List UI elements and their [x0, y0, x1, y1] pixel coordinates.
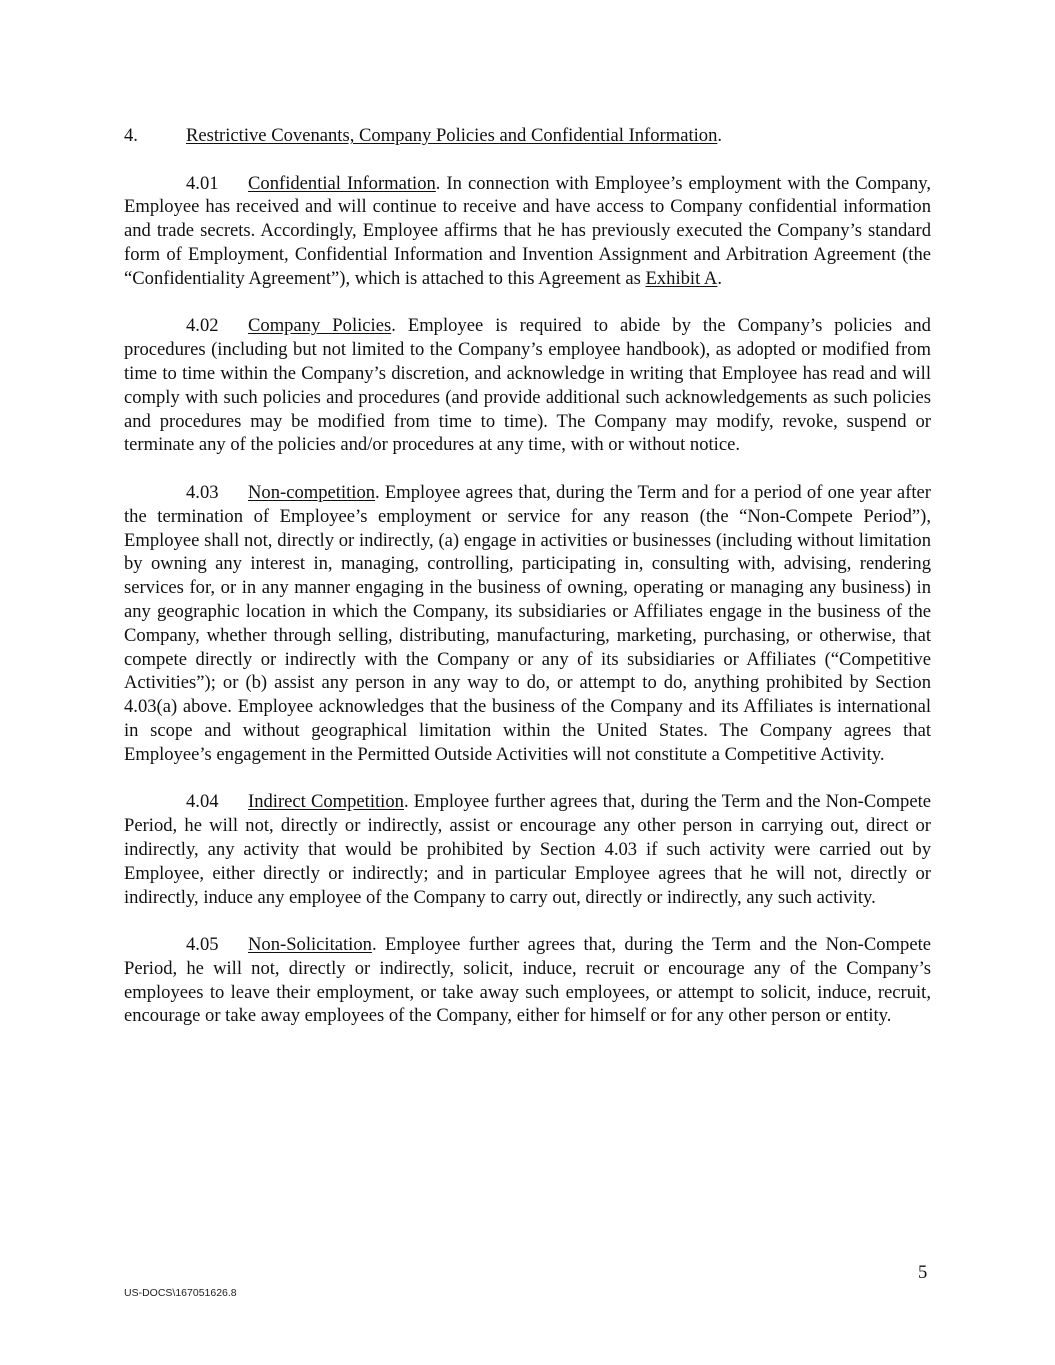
paragraph-text: . Employee further agrees that, during the Term and the Non-Compete Period, he will not, directly or indirectly, assist or encourage any other person in carrying out, direct or indirectly, any activity that would be prohibited by Section 4.03 if such activity were carried out by Employee, either directly or indirectly; and in particular Employee agrees that he will not, directly or indirectly, induce any employee of the Company to carry out, directly or indirectly, any such activity.	[124, 791, 931, 908]
paragraph-4-04	[124, 790, 931, 909]
section-title: Restrictive Covenants, Company Policies and Confidential Information	[186, 125, 718, 146]
paragraph-text: . In connection with Employee’s employment with the Company, Employee has received and will continue to receive and have access to Company confidential information and trade secrets. Accordingly, Employee affirms that he has previously executed the Company’s standard form of Employment, Confidential Information and Invention Assignment and Arbitration Agreement (the “Confidentiality Agreement”), which is attached to this Agreement as	[124, 172, 931, 289]
paragraph-heading: Non-Solicitation	[248, 934, 372, 956]
paragraph-text: . Employee further agrees that, during the Term and the Non-Compete Period, he will not, directly or indirectly, solicit, induce, recruit or encourage any of the Company’s employees to leave their employment, or take away such employees, or attempt to solicit, induce, recruit, encourage or take away employees of the Company, either for himself or for any other person or entity.	[124, 934, 931, 1027]
paragraph-heading: Confidential Information	[248, 172, 436, 194]
paragraph-number: 4.05	[186, 934, 219, 956]
exhibit-a-reference: Exhibit A	[645, 267, 718, 289]
paragraph-heading: Company Policies	[248, 315, 392, 337]
document-id: US-DOCS\167051626.8	[124, 1287, 237, 1299]
paragraph-number: 4.03	[186, 481, 219, 503]
paragraph-text: . Employee is required to abide by the Company’s policies and procedures (including but not limited to the Company’s employee handbook), as adopted or modified from time to time within the Company’s discretion, and acknowledge in writing that Employee has read and will comply with such policies and procedures (and provide additional such acknowledgements as such policies and procedures may be modified from time to time). The Company may modify, revoke, suspend or terminate any of the policies and/or procedures at any time, with or without notice.	[124, 315, 931, 456]
paragraph-4-05	[124, 933, 931, 1028]
paragraph-heading: Indirect Competition	[248, 791, 404, 813]
paragraph-heading: Non-competition	[248, 481, 376, 503]
paragraph-4-03	[124, 481, 931, 767]
page-number: 5	[918, 1262, 928, 1283]
paragraph-number: 4.02	[186, 315, 219, 337]
section-title-end: .	[717, 125, 723, 146]
paragraph-text: . Employee agrees that, during the Term and for a period of one year after the termination of Employee’s employment or service for any reason (the “Non-Compete Period”), Employee shall not, directly or indirectly, (a) engage in activities or businesses (including without limitation by owning any interest in, managing, controlling, participating in, consulting with, advising, rendering services for, or in any manner engaging in the business of owning, operating or managing any business) in any geographic location in which the Company, its subsidiaries or Affiliates engage in the business of the Company, whether through selling, distributing, manufacturing, marketing, purchasing, or otherwise, that compete directly or indirectly with the Company or any of its subsidiaries or Affiliates (“Competitive Activities”); or (b) assist any person in any way to do, or attempt to do, anything prohibited by Section 4.03(a) above. Employee acknowledges that the business of the Company and its Affiliates is international in scope and without geographical limitation within the United States. The Company agrees that Employee’s engagement in the Permitted Outside Activities will not constitute a Competitive Activity.	[124, 481, 931, 765]
paragraph-text-end: .	[717, 267, 722, 289]
section-number: 4.	[124, 125, 138, 146]
section-heading	[124, 124, 931, 148]
paragraph-4-01	[124, 172, 931, 291]
paragraph-number: 4.01	[186, 172, 219, 194]
paragraph-number: 4.04	[186, 791, 219, 813]
paragraph-4-02	[124, 314, 931, 457]
document-body	[124, 124, 931, 1028]
